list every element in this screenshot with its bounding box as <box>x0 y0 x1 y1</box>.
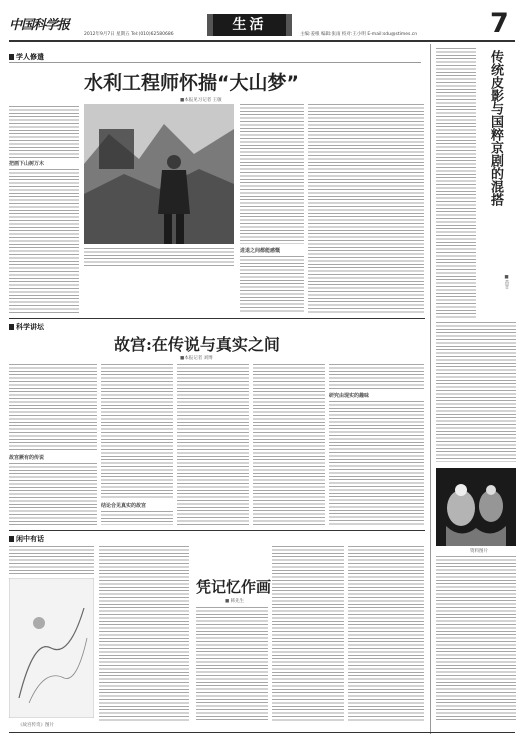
mid-headline: 故宫:在传说与真实之间 <box>114 335 280 354</box>
right-photo-caption: 资料图片 <box>470 549 488 554</box>
lead-body-text <box>240 104 304 244</box>
mid-body-text <box>253 364 325 525</box>
mid-column-label: 科学讲坛 <box>9 322 44 332</box>
lead-body-text <box>308 104 424 314</box>
bottom-painting-left <box>9 578 94 718</box>
mid-subhead-1: 故宫厥有的传说 <box>9 455 45 461</box>
masthead-rule <box>9 40 515 42</box>
bottom-body-text <box>99 546 189 721</box>
lead-subhead-2: 进退之间都能感慨 <box>240 248 281 254</box>
lead-body-text <box>9 106 79 158</box>
bottom-body-text <box>272 546 344 721</box>
right-body-text <box>436 322 516 462</box>
right-body-text <box>436 556 516 721</box>
right-byline: ■苗甘 <box>504 275 509 289</box>
editor-line: 主编:姜根 编辑:张雨 校对:王小明 E-mail:sdu@stimes.cn <box>300 32 418 37</box>
divider <box>9 530 425 531</box>
newspaper-logo: 中国科学报 <box>9 18 70 33</box>
lead-body-text <box>9 169 79 314</box>
lead-headline: 水利工程师怀揣“大山梦” <box>84 72 299 94</box>
mid-body-text <box>101 364 173 499</box>
right-body-text <box>436 48 476 318</box>
mid-body-text <box>177 364 249 525</box>
divider <box>9 318 425 319</box>
lead-body-text <box>84 248 234 268</box>
mid-body-text <box>329 401 424 525</box>
section-title: 生活 <box>232 17 267 33</box>
mid-body-text <box>9 463 97 525</box>
divider <box>9 62 421 63</box>
bottom-body-text <box>9 546 94 576</box>
mid-body-text <box>9 364 97 452</box>
section-banner <box>207 14 292 36</box>
bottom-caption-left: 《故宫传奇》图片 <box>18 723 54 728</box>
lead-subhead-1: 把画下山树万木 <box>9 161 45 167</box>
right-headline: 传统皮影与国粹京剧的混搭 <box>488 50 503 206</box>
lead-column-label: 学人修遣 <box>9 52 44 62</box>
mid-subhead-2: 研究由现实的趣味 <box>329 393 370 399</box>
bottom-body-text <box>348 546 424 721</box>
mid-body-text <box>329 364 424 389</box>
column-divider <box>430 44 431 734</box>
mid-byline: ■本报记者 刘博 <box>180 356 213 361</box>
bottom-column-label: 闲中有话 <box>9 534 44 544</box>
bottom-headline: 凭记忆作画 <box>196 578 272 596</box>
bottom-body-text <box>196 607 268 721</box>
opera-photo <box>436 468 516 546</box>
mid-body-text <box>101 511 173 525</box>
date-line: 2012年9月7日 星期五 Tel:(010)62580686 <box>84 32 174 37</box>
lead-byline: ■本报见习记者 王敏 <box>180 98 222 103</box>
page-number: 7 <box>490 8 509 39</box>
lead-photo <box>84 104 234 244</box>
mid-subhead-3: 结论合见真实的故宫 <box>101 503 147 509</box>
bottom-byline: ■ 韩先生 <box>225 599 245 604</box>
lead-body-text <box>240 256 304 314</box>
divider <box>9 732 515 733</box>
